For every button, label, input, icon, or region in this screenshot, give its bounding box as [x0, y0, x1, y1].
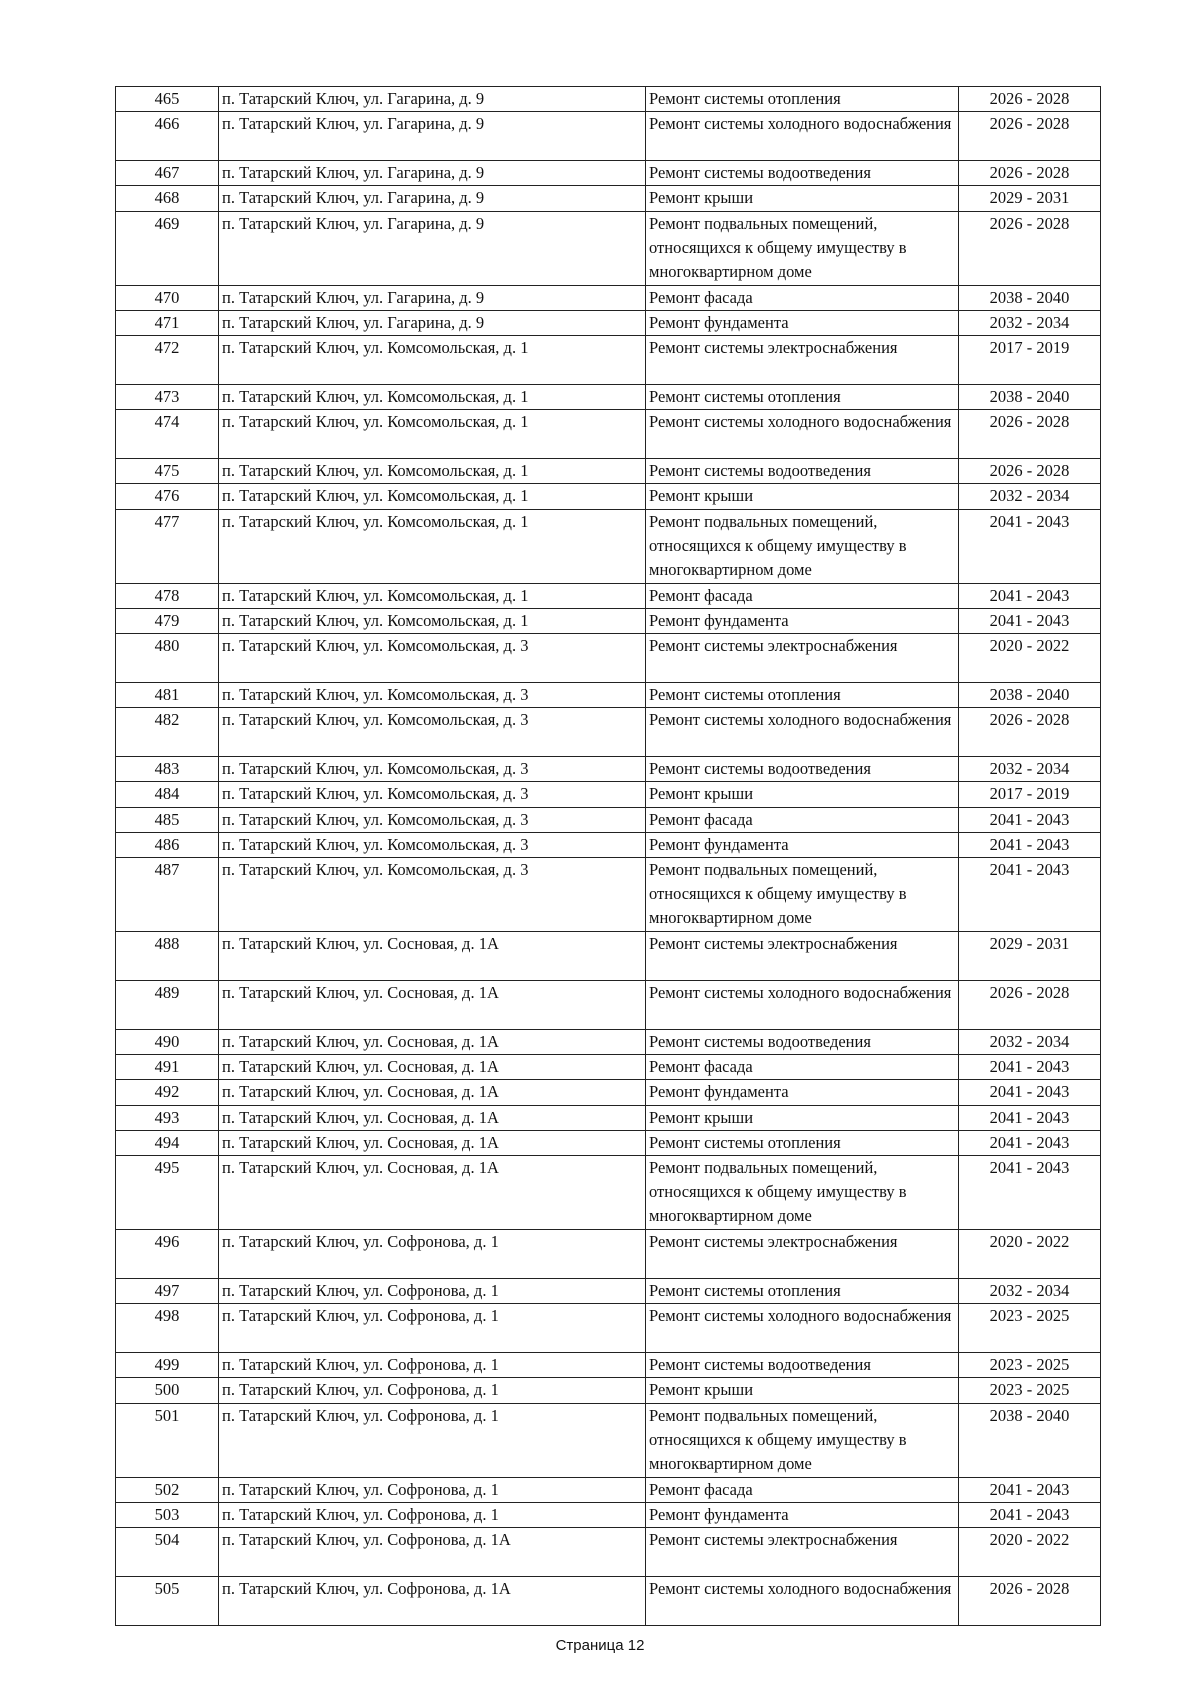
row-address: п. Татарский Ключ, ул. Комсомольская, д. 3	[219, 683, 646, 708]
row-work-type: Ремонт системы холодного водоснабжения	[646, 112, 959, 161]
row-work-type: Ремонт фундамента	[646, 1080, 959, 1105]
table-row	[116, 87, 1101, 112]
row-years: 2038 - 2040	[959, 285, 1101, 310]
row-work-type: Ремонт крыши	[646, 484, 959, 509]
row-years: 2041 - 2043	[959, 1130, 1101, 1155]
row-address: п. Татарский Ключ, ул. Комсомольская, д. 3	[219, 708, 646, 757]
row-years: 2041 - 2043	[959, 583, 1101, 608]
table-row	[116, 459, 1101, 484]
row-number: 494	[116, 1130, 219, 1155]
row-address: п. Татарский Ключ, ул. Софронова, д. 1	[219, 1502, 646, 1527]
row-address: п. Татарский Ключ, ул. Комсомольская, д. 1	[219, 385, 646, 410]
row-years: 2032 - 2034	[959, 484, 1101, 509]
row-number: 498	[116, 1304, 219, 1353]
row-number: 499	[116, 1353, 219, 1378]
row-years: 2041 - 2043	[959, 1477, 1101, 1502]
row-number: 471	[116, 310, 219, 335]
row-years: 2041 - 2043	[959, 1502, 1101, 1527]
row-number: 467	[116, 161, 219, 186]
table-row	[116, 1030, 1101, 1055]
row-address: п. Татарский Ключ, ул. Гагарина, д. 9	[219, 161, 646, 186]
schedule-table-container	[115, 86, 1100, 1626]
row-years: 2038 - 2040	[959, 385, 1101, 410]
row-number: 478	[116, 583, 219, 608]
row-address: п. Татарский Ключ, ул. Комсомольская, д. 1	[219, 484, 646, 509]
row-years: 2032 - 2034	[959, 757, 1101, 782]
row-address: п. Татарский Ключ, ул. Гагарина, д. 9	[219, 186, 646, 211]
row-address: п. Татарский Ключ, ул. Комсомольская, д. 1	[219, 410, 646, 459]
row-work-type: Ремонт системы холодного водоснабжения	[646, 1577, 959, 1626]
row-number: 493	[116, 1105, 219, 1130]
row-years: 2041 - 2043	[959, 807, 1101, 832]
row-number: 487	[116, 858, 219, 932]
row-years: 2041 - 2043	[959, 509, 1101, 583]
row-years: 2020 - 2022	[959, 1230, 1101, 1279]
repair-schedule-table	[115, 86, 1101, 1626]
row-years: 2023 - 2025	[959, 1378, 1101, 1403]
table-row	[116, 932, 1101, 981]
table-row	[116, 1577, 1101, 1626]
row-work-type: Ремонт фасада	[646, 807, 959, 832]
row-address: п. Татарский Ключ, ул. Сосновая, д. 1А	[219, 1105, 646, 1130]
page-number: Страница 12	[555, 1637, 645, 1654]
row-work-type: Ремонт фасада	[646, 583, 959, 608]
row-work-type: Ремонт подвальных помещений, относящихся к общему имуществу в многоквартирном доме	[646, 858, 959, 932]
table-row	[116, 757, 1101, 782]
table-row	[116, 336, 1101, 385]
table-row	[116, 509, 1101, 583]
row-years: 2026 - 2028	[959, 459, 1101, 484]
row-work-type: Ремонт системы электроснабжения	[646, 336, 959, 385]
row-years: 2032 - 2034	[959, 1030, 1101, 1055]
row-address: п. Татарский Ключ, ул. Софронова, д. 1А	[219, 1577, 646, 1626]
table-row	[116, 112, 1101, 161]
row-address: п. Татарский Ключ, ул. Комсомольская, д. 3	[219, 832, 646, 857]
row-work-type: Ремонт системы электроснабжения	[646, 634, 959, 683]
table-row	[116, 1502, 1101, 1527]
table-row	[116, 1080, 1101, 1105]
row-work-type: Ремонт системы холодного водоснабжения	[646, 981, 959, 1030]
row-address: п. Татарский Ключ, ул. Комсомольская, д. 1	[219, 459, 646, 484]
row-number: 483	[116, 757, 219, 782]
row-address: п. Татарский Ключ, ул. Гагарина, д. 9	[219, 310, 646, 335]
row-address: п. Татарский Ключ, ул. Сосновая, д. 1А	[219, 1080, 646, 1105]
table-row	[116, 310, 1101, 335]
table-row	[116, 1353, 1101, 1378]
row-years: 2017 - 2019	[959, 782, 1101, 807]
row-work-type: Ремонт системы электроснабжения	[646, 1528, 959, 1577]
row-work-type: Ремонт фасада	[646, 1477, 959, 1502]
row-address: п. Татарский Ключ, ул. Комсомольская, д. 1	[219, 608, 646, 633]
row-work-type: Ремонт крыши	[646, 1105, 959, 1130]
row-years: 2026 - 2028	[959, 87, 1101, 112]
table-row	[116, 782, 1101, 807]
row-address: п. Татарский Ключ, ул. Комсомольская, д. 3	[219, 634, 646, 683]
row-years: 2026 - 2028	[959, 981, 1101, 1030]
row-number: 485	[116, 807, 219, 832]
row-years: 2041 - 2043	[959, 858, 1101, 932]
row-number: 469	[116, 211, 219, 285]
row-address: п. Татарский Ключ, ул. Сосновая, д. 1А	[219, 1130, 646, 1155]
row-number: 491	[116, 1055, 219, 1080]
row-years: 2029 - 2031	[959, 186, 1101, 211]
row-years: 2041 - 2043	[959, 832, 1101, 857]
row-number: 492	[116, 1080, 219, 1105]
row-work-type: Ремонт системы водоотведения	[646, 1030, 959, 1055]
row-work-type: Ремонт подвальных помещений, относящихся к общему имуществу в многоквартирном доме	[646, 1403, 959, 1477]
row-work-type: Ремонт системы водоотведения	[646, 459, 959, 484]
row-years: 2023 - 2025	[959, 1304, 1101, 1353]
row-number: 489	[116, 981, 219, 1030]
row-number: 466	[116, 112, 219, 161]
table-row	[116, 807, 1101, 832]
table-row	[116, 1279, 1101, 1304]
table-body	[116, 87, 1101, 1626]
row-address: п. Татарский Ключ, ул. Софронова, д. 1	[219, 1353, 646, 1378]
row-years: 2041 - 2043	[959, 1105, 1101, 1130]
table-row	[116, 608, 1101, 633]
row-address: п. Татарский Ключ, ул. Софронова, д. 1	[219, 1403, 646, 1477]
table-row	[116, 410, 1101, 459]
row-address: п. Татарский Ключ, ул. Гагарина, д. 9	[219, 112, 646, 161]
row-address: п. Татарский Ключ, ул. Софронова, д. 1	[219, 1230, 646, 1279]
table-row	[116, 285, 1101, 310]
row-years: 2026 - 2028	[959, 161, 1101, 186]
row-work-type: Ремонт системы отопления	[646, 1279, 959, 1304]
row-years: 2026 - 2028	[959, 1577, 1101, 1626]
row-number: 476	[116, 484, 219, 509]
row-number: 470	[116, 285, 219, 310]
table-row	[116, 1130, 1101, 1155]
row-years: 2029 - 2031	[959, 932, 1101, 981]
table-row	[116, 708, 1101, 757]
row-work-type: Ремонт системы электроснабжения	[646, 932, 959, 981]
row-years: 2041 - 2043	[959, 1156, 1101, 1230]
row-work-type: Ремонт подвальных помещений, относящихся к общему имуществу в многоквартирном доме	[646, 1156, 959, 1230]
row-work-type: Ремонт системы водоотведения	[646, 161, 959, 186]
row-number: 500	[116, 1378, 219, 1403]
row-number: 468	[116, 186, 219, 211]
table-row	[116, 981, 1101, 1030]
row-work-type: Ремонт фундамента	[646, 1502, 959, 1527]
table-row	[116, 683, 1101, 708]
table-row	[116, 1477, 1101, 1502]
table-row	[116, 858, 1101, 932]
table-row	[116, 1055, 1101, 1080]
row-years: 2026 - 2028	[959, 112, 1101, 161]
row-years: 2038 - 2040	[959, 1403, 1101, 1477]
row-years: 2026 - 2028	[959, 410, 1101, 459]
row-years: 2032 - 2034	[959, 1279, 1101, 1304]
row-number: 497	[116, 1279, 219, 1304]
table-row	[116, 161, 1101, 186]
table-row	[116, 1105, 1101, 1130]
row-number: 475	[116, 459, 219, 484]
row-address: п. Татарский Ключ, ул. Сосновая, д. 1А	[219, 981, 646, 1030]
row-address: п. Татарский Ключ, ул. Сосновая, д. 1А	[219, 932, 646, 981]
row-address: п. Татарский Ключ, ул. Софронова, д. 1	[219, 1304, 646, 1353]
row-number: 490	[116, 1030, 219, 1055]
row-years: 2041 - 2043	[959, 608, 1101, 633]
row-work-type: Ремонт системы отопления	[646, 87, 959, 112]
row-address: п. Татарский Ключ, ул. Софронова, д. 1	[219, 1279, 646, 1304]
row-number: 479	[116, 608, 219, 633]
row-years: 2038 - 2040	[959, 683, 1101, 708]
row-work-type: Ремонт фундамента	[646, 832, 959, 857]
table-row	[116, 186, 1101, 211]
row-work-type: Ремонт системы холодного водоснабжения	[646, 410, 959, 459]
table-row	[116, 1156, 1101, 1230]
row-number: 484	[116, 782, 219, 807]
table-row	[116, 634, 1101, 683]
row-number: 477	[116, 509, 219, 583]
row-number: 480	[116, 634, 219, 683]
row-address: п. Татарский Ключ, ул. Гагарина, д. 9	[219, 87, 646, 112]
table-row	[116, 1528, 1101, 1577]
row-work-type: Ремонт фундамента	[646, 310, 959, 335]
row-number: 465	[116, 87, 219, 112]
table-row	[116, 1403, 1101, 1477]
table-row	[116, 583, 1101, 608]
row-work-type: Ремонт системы холодного водоснабжения	[646, 708, 959, 757]
row-address: п. Татарский Ключ, ул. Софронова, д. 1А	[219, 1528, 646, 1577]
row-work-type: Ремонт системы электроснабжения	[646, 1230, 959, 1279]
row-address: п. Татарский Ключ, ул. Комсомольская, д. 3	[219, 807, 646, 832]
row-years: 2026 - 2028	[959, 708, 1101, 757]
row-number: 502	[116, 1477, 219, 1502]
row-work-type: Ремонт системы холодного водоснабжения	[646, 1304, 959, 1353]
row-work-type: Ремонт системы отопления	[646, 385, 959, 410]
row-years: 2026 - 2028	[959, 211, 1101, 285]
row-years: 2020 - 2022	[959, 1528, 1101, 1577]
row-work-type: Ремонт подвальных помещений, относящихся к общему имуществу в многоквартирном доме	[646, 211, 959, 285]
row-work-type: Ремонт фасада	[646, 1055, 959, 1080]
row-address: п. Татарский Ключ, ул. Комсомольская, д. 1	[219, 336, 646, 385]
row-address: п. Татарский Ключ, ул. Гагарина, д. 9	[219, 285, 646, 310]
row-address: п. Татарский Ключ, ул. Комсомольская, д. 3	[219, 858, 646, 932]
row-number: 501	[116, 1403, 219, 1477]
row-number: 482	[116, 708, 219, 757]
row-work-type: Ремонт системы водоотведения	[646, 757, 959, 782]
row-years: 2041 - 2043	[959, 1080, 1101, 1105]
row-work-type: Ремонт крыши	[646, 782, 959, 807]
row-work-type: Ремонт системы отопления	[646, 1130, 959, 1155]
row-address: п. Татарский Ключ, ул. Комсомольская, д. 1	[219, 509, 646, 583]
row-years: 2041 - 2043	[959, 1055, 1101, 1080]
row-address: п. Татарский Ключ, ул. Комсомольская, д. 1	[219, 583, 646, 608]
row-years: 2020 - 2022	[959, 634, 1101, 683]
row-work-type: Ремонт крыши	[646, 186, 959, 211]
row-number: 496	[116, 1230, 219, 1279]
row-years: 2023 - 2025	[959, 1353, 1101, 1378]
row-address: п. Татарский Ключ, ул. Комсомольская, д. 3	[219, 757, 646, 782]
row-work-type: Ремонт системы водоотведения	[646, 1353, 959, 1378]
row-work-type: Ремонт фасада	[646, 285, 959, 310]
row-work-type: Ремонт крыши	[646, 1378, 959, 1403]
row-address: п. Татарский Ключ, ул. Софронова, д. 1	[219, 1378, 646, 1403]
table-row	[116, 1378, 1101, 1403]
row-number: 495	[116, 1156, 219, 1230]
row-address: п. Татарский Ключ, ул. Софронова, д. 1	[219, 1477, 646, 1502]
row-address: п. Татарский Ключ, ул. Сосновая, д. 1А	[219, 1030, 646, 1055]
row-address: п. Татарский Ключ, ул. Комсомольская, д. 3	[219, 782, 646, 807]
row-number: 503	[116, 1502, 219, 1527]
row-years: 2032 - 2034	[959, 310, 1101, 335]
row-number: 504	[116, 1528, 219, 1577]
row-address: п. Татарский Ключ, ул. Сосновая, д. 1А	[219, 1156, 646, 1230]
table-row	[116, 484, 1101, 509]
row-address: п. Татарский Ключ, ул. Сосновая, д. 1А	[219, 1055, 646, 1080]
row-number: 488	[116, 932, 219, 981]
row-number: 486	[116, 832, 219, 857]
row-number: 474	[116, 410, 219, 459]
table-row	[116, 1230, 1101, 1279]
table-row	[116, 1304, 1101, 1353]
row-address: п. Татарский Ключ, ул. Гагарина, д. 9	[219, 211, 646, 285]
row-work-type: Ремонт подвальных помещений, относящихся к общему имуществу в многоквартирном доме	[646, 509, 959, 583]
row-work-type: Ремонт системы отопления	[646, 683, 959, 708]
table-row	[116, 385, 1101, 410]
table-row	[116, 832, 1101, 857]
row-work-type: Ремонт фундамента	[646, 608, 959, 633]
row-years: 2017 - 2019	[959, 336, 1101, 385]
row-number: 472	[116, 336, 219, 385]
row-number: 473	[116, 385, 219, 410]
table-row	[116, 211, 1101, 285]
row-number: 505	[116, 1577, 219, 1626]
row-number: 481	[116, 683, 219, 708]
